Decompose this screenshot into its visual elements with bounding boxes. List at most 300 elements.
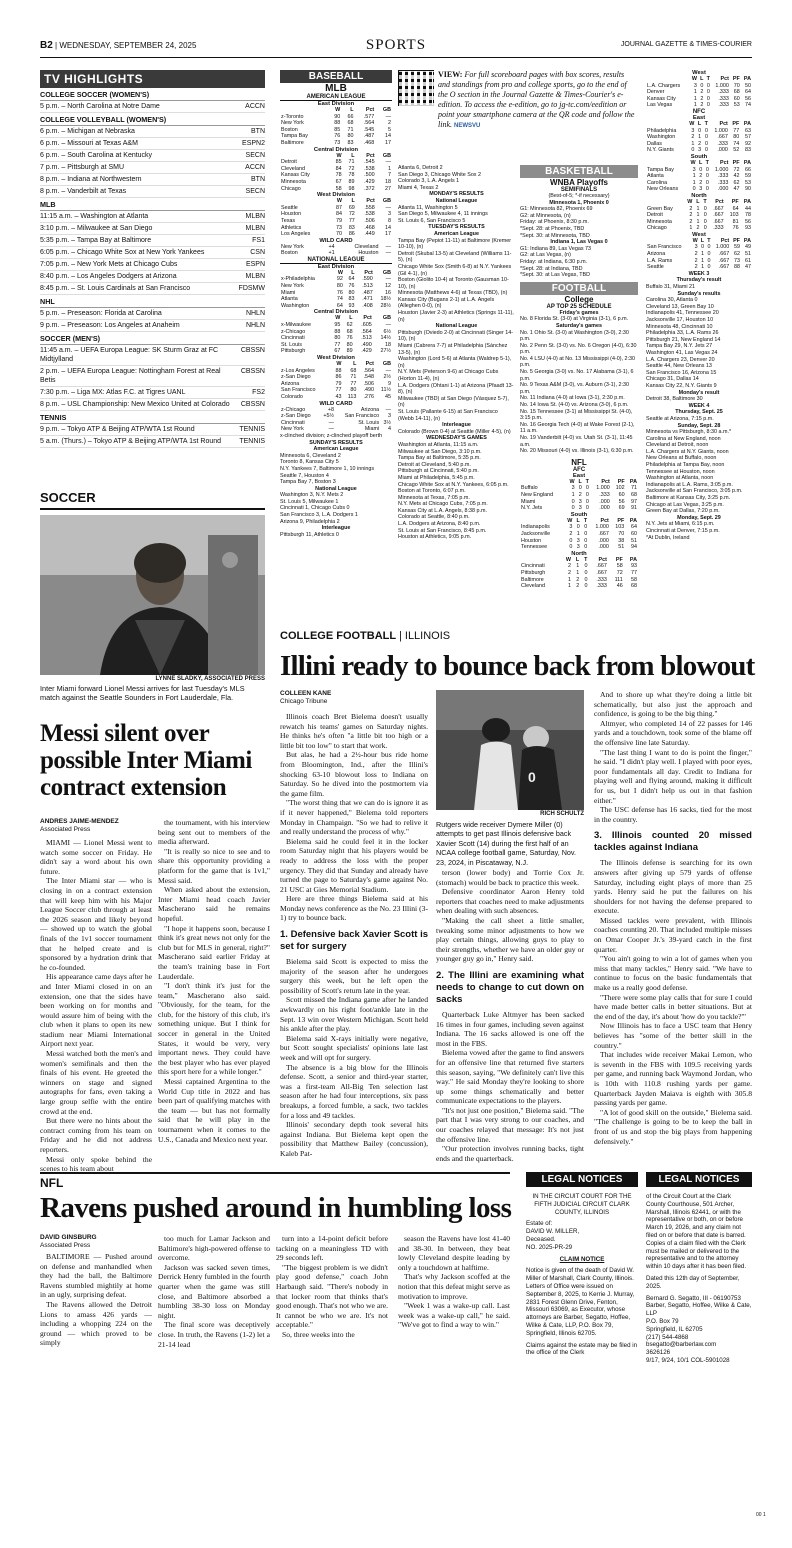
result-line: Detroit (Skubal 13-5) at Cleveland (Williams 11-5), (n) (398, 250, 512, 264)
paragraph: the tournament, with his interview being sent out to members of the media afterward. (158, 818, 270, 847)
tv-program: 8 p.m. – USL Championship: New Mexico United at Colorado (40, 401, 230, 408)
tv-row (40, 186, 265, 198)
result-line: L.A. Chargers at N.Y. Giants, noon (646, 448, 729, 455)
division-title: West Division (317, 355, 355, 361)
tv-row (40, 235, 265, 247)
paragraph: "There were some play calls that for sure I could have made better calls in better situations. But at the end of the day, it's about 'how do you tackle?'" (594, 992, 752, 1021)
result-line: *Sept. 30: at Las Vegas, TBD (520, 272, 591, 279)
tv-row (40, 101, 265, 113)
illini-photo-art (436, 690, 584, 810)
paragraph: Messi captained Argentina to the World Cup title in 2022 and has been part of qualifying matches with the team — but has not formally said that he will play in the tournament when it comes to the U.S., Canada and Mexico next year. (158, 1077, 270, 1144)
result-line: Minnesota vs Pittsburgh, 8:30 a.m.* (646, 429, 732, 436)
tv-row (40, 247, 265, 259)
table-row: New York — Miami 4 (281, 426, 391, 433)
division-table: W L T Pct PF PA Tampa Bay 3 0 0 1.000 72 66 Atlanta 1 2 0 .333 42 59 Carolina 1 2 0 .333 62 53 New Orleans 0 3 0 .000 47 90 (647, 159, 751, 193)
tv-row (40, 308, 265, 320)
result-line: N.Y. Yankees 7, Baltimore 1, 10 innings (280, 465, 375, 472)
result-line: Miami at Philadelphia, 5:45 p.m. (398, 474, 475, 481)
results-heading: Thursday, Sept. 25 (675, 409, 723, 416)
illini-category: COLLEGE FOOTBALL | ILLINOIS (280, 630, 451, 642)
tv-highlights-title: TV HIGHLIGHTS (40, 70, 265, 88)
signature-line: Bernard G. Segatto, III - 06190753 (646, 1294, 741, 1302)
table-row: Detroit 2 1 0 .667 103 78 (647, 212, 751, 219)
tv-program: 7:05 p.m. – New York Mets at Chicago Cubs (40, 261, 178, 268)
result-line: Carolina at New England, noon (646, 435, 721, 442)
paragraph: "Our protection involves running backs, tight ends and the quarterback. (436, 1144, 584, 1163)
tv-program: 5 a.m. (Thurs.) – Tokyo ATP & Beijing ATP/WTA 1st Round (40, 438, 222, 445)
result-line: Pittsburgh (Oviedo 2-0) at Cincinnati (Singer 14-10), (n) (398, 329, 514, 343)
legal-number: 00 1 (756, 1512, 766, 1518)
paragraph: turn into a 14-point deficit before tacking on a meaningless TD with 29 seconds left. (276, 1234, 388, 1263)
results-heading: WEEK 3 (688, 270, 710, 277)
result-line: Friday: at Indiana, 6:30 p.m. (520, 258, 588, 265)
table-row: Cleveland 84 72 .538 1 (281, 165, 391, 172)
table-row: Kansas City 1 2 0 .333 60 56 (647, 95, 751, 102)
division-table: W L T Pct PF PA San Francisco 3 0 0 1.000 59 49 Arizona 2 1 0 .667 62 51 L.A. Rams 2 1 0 .667 73 61 Seattle 2 1 0 .667 88 47 (647, 237, 751, 271)
wnba-football-column (520, 165, 638, 590)
sunday-results: SUNDAY'S RESULTS American League Minnesota 6, Cleveland 2 Toronto 8, Kansas City 5 N.Y. Yankees 7, Baltimore 1, 10 innings Seattle 7, Houston 4 Tampa Bay 7, Boston 3 National League Washington 3, N.Y. Mets 2 St. Louis 5, Milwaukee 1 Cincinnati 1, Chicago Cubs 0 San Francisco 3, L.A. Dodgers 1 Arizona 9, Philadelphia 2 Interleague Pittsburgh 11, Athletics 0 (280, 440, 392, 539)
paragraph: "I hope it happens soon, because I think it's great news not only for the club but for MLS in general, right?" Mascherano said earlier Friday at the team's training base in Fort Lauderdale. (158, 923, 270, 981)
wnba-round: SEMIFINALS (560, 187, 598, 193)
division-table: W L T Pct PF PA Buffalo 3 0 0 1.000 102 71 New England 1 2 0 .333 60 68 Miami 0 3 0 .000 56 97 N.Y. Jets 0 3 0 .000 69 91 (521, 478, 637, 512)
table-row: Miami 76 80 .487 16 (281, 289, 391, 296)
result-line: San Diego 3, Chicago White Sox 2 (398, 171, 482, 178)
paragraph: The USC defense has 16 sacks, tied for the most in the country. (594, 805, 752, 824)
result-line: St. Louis 6, San Francisco 5 (398, 217, 466, 224)
results-heading: Monday's result (678, 389, 720, 396)
page-header (40, 36, 752, 58)
messi-photo-art (40, 515, 265, 675)
table-row: Colorado 43 113 .276 45 (281, 393, 391, 400)
results-heading: Saturday's games (556, 322, 602, 329)
division-table: W L T Pct PF PA Green Bay 2 1 0 .667 64 44 Detroit 2 1 0 .667 103 78 Minnesota 2 1 0 .667 81 56 Chicago 1 2 0 .333 76 93 (647, 198, 751, 232)
division-table: W L T Pct PF PA Cincinnati 2 1 0 .667 58 93 Pittsburgh 2 1 0 .667 72 77 Baltimore 1 2 0 .333 111 58 Cleveland 1 2 0 .333 46 68 (521, 556, 637, 590)
tv-program: 6 p.m. – South Carolina at Kentucky (40, 152, 153, 159)
al-wildcard-table (280, 244, 392, 257)
nfc-title: NFC (692, 108, 706, 115)
wnba-series (520, 200, 638, 279)
result-line: Cleveland 13, Green Bay 10 (646, 303, 714, 310)
messi-column-1 (40, 838, 152, 1174)
paragraph: terson (lower body) and Torrie Cox Jr. (stomach) would be back to practice this week. (436, 868, 584, 887)
table-row: New York 88 68 .564 2 (281, 120, 391, 127)
paragraph: "I don't think it's just for the team," Mascherano also said. "Obviously, for the team, for the club, for the history of this club, it's something unique. But I think for soccer in general in the United States, it would be very, very important news. They could have the best player who has ever played this sport here for a while longer." (158, 981, 270, 1077)
division-title: West Division (317, 192, 355, 199)
tv-network: TENNIS (239, 438, 265, 445)
nfl-title: NFL (571, 457, 587, 467)
table-row: New York +4 Cleveland — (281, 243, 391, 250)
ravens-column-1 (40, 1252, 152, 1348)
tv-network: ESPN2 (242, 140, 265, 147)
result-line: Washington 3, N.Y. Mets 2 (280, 492, 344, 499)
illini-caption: Rutgers wide receiver Dymere Miller (0) attempts to get past Illinois defensive back Xavier Scott (14) during the first half of an NCAA college football game, Saturday, Nov. 23, 2024, in Piscataway, N.J. (436, 820, 576, 867)
tv-network: FS2 (252, 389, 265, 396)
tv-row (40, 424, 265, 436)
paragraph: too much for Lamar Jackson and Baltimore's high-powered offense to overcome. (158, 1234, 270, 1263)
tv-network: NHLN (245, 322, 265, 329)
result-line: Kansas City at L.A. Angels, 8:38 p.m. (398, 507, 487, 514)
estate-line: Estate of: (526, 1220, 553, 1228)
division-table: W L Pct GB z-Toronto 90 66 .577 — New York 88 68 .564 2 Boston 85 71 .545 5 Tampa Bay 76 80 .487 14 Baltimore 73 83 .468 17 (281, 107, 391, 146)
table-row: New England 1 2 0 .333 60 68 (521, 491, 637, 498)
result-line: Philadelphia 33, L.A. Rams 26 (646, 330, 719, 337)
signature-line: 3626126 (646, 1349, 671, 1357)
results-heading: Interleague (442, 422, 471, 429)
clinch-note: x-clinched division; z-clinched playoff berth (280, 432, 383, 439)
table-row: N.Y. Giants 0 3 0 .000 52 83 (647, 147, 751, 154)
tv-row (40, 366, 265, 387)
division-title: West (692, 70, 706, 76)
al-standings (280, 101, 392, 238)
nfl-standings-right (646, 70, 752, 541)
table-row: Atlanta 74 83 .471 18½ (281, 296, 391, 303)
result-line: Buffalo 31, Miami 21 (646, 284, 696, 291)
paragraph: "Making the call sheet a little smaller, tweaking some minor adjustments to how we play certain things, allowing guys to play to their strengths, whether we have an older guy or younger guy go in," Henry said. (436, 915, 584, 964)
division-title: North (691, 192, 707, 199)
table-row: Buffalo 3 0 0 1.000 102 71 (521, 485, 637, 492)
table-row: St. Louis 77 80 .490 18 (281, 341, 391, 348)
signature-line: (217) 544-4868 (646, 1333, 689, 1341)
table-row: Cincinnati 80 76 .513 14½ (281, 335, 391, 342)
illini-photo-credit: RICH SCHULTZ (540, 811, 584, 817)
baseball-standings (280, 70, 392, 538)
afc-standings (520, 473, 638, 590)
table-row: Texas 79 77 .506 8 (281, 217, 391, 224)
result-line: G2: at Minnesota, (n) (520, 212, 571, 219)
paragraph: That's why Jackson scoffed at the notion that this defeat might serve as motivation to improve. (398, 1272, 510, 1301)
table-row: Washington 64 93 .408 28½ (281, 302, 391, 309)
division-title: Central Division (313, 309, 359, 316)
tv-program: 8 p.m. – Vanderbilt at Texas (40, 188, 127, 195)
paragraph: The Illinois defense is searching for its own answers after giving up 579 yards of offense Saturday, including eight plays of more than 25 yards. Henry said he put the failures on his shoulders for not having the defense prepared to execute. (594, 858, 752, 916)
result-line: N.Y. Mets (Peterson 9-6) at Chicago Cubs (Horton 11-4), (n) (398, 369, 499, 382)
tv-highlights (40, 70, 265, 448)
tv-section-5: TENNIS (40, 411, 265, 424)
paragraph: "You ain't going to win a lot of games when you miss that many tackles," Henry said. "We have to continue to focus on the basic fundamentals that make us a really good defense. (594, 954, 752, 993)
result-line: Chicago White Sox (Smith 6-8) at N.Y. Yankees (Gil 4-1), (n) (398, 263, 512, 277)
result-line: Boston at Toronto, 6:07 p.m. (398, 488, 466, 495)
division-table: W L Pct GB Detroit 85 71 .545 — Cleveland 84 72 .538 1 Kansas City 78 78 .500 7 Minnesota 67 89 .429 18 Chicago 58 98 .372 27 (281, 152, 391, 192)
baseball-results (398, 165, 515, 541)
results-heading: MONDAY'S RESULTS (429, 191, 484, 198)
paragraph: So, three weeks into the (282, 1329, 355, 1339)
table-row: Arizona 2 1 0 .667 62 51 (647, 251, 751, 258)
results-heading: Monday, Sept. 29 (677, 514, 721, 521)
division-title: East Division (317, 101, 355, 107)
tv-network: CBSSN (240, 401, 265, 408)
result-line: Washington at Atlanta, 11:15 a.m. (398, 441, 479, 448)
svg-text:0: 0 (528, 769, 536, 785)
table-row: Jacksonville 2 1 0 .667 70 60 (521, 530, 637, 537)
table-row: Chicago 1 2 0 .333 76 93 (647, 225, 751, 232)
result-line: Tennessee at Houston, noon (646, 468, 715, 475)
paragraph: "The biggest problem is we didn't play good defense," coach John Harbaugh said. "There's nobody in that locker room that thinks that's good enough. That's not who we are. It cannot be who we are. It's not acceptable." (276, 1262, 388, 1330)
paragraph: Bielema said he could feel it in the locker room Saturday night that his players would be ready to address the loss with the proper urgency. They did that Sunday and already have turned the page to Saturday's game against No. 21 USC at Gies Memorial Stadium. (280, 836, 428, 894)
results-heading: TUESDAY'S RESULTS (428, 224, 485, 231)
result-line: Detroit 38, Baltimore 30 (646, 396, 703, 403)
view-text: VIEW: For full scoreboard pages with box scores, results and standings from pro and college sports, go to the end of the O section in the Journal Gazette & Times-Courier's e-edition. To access the e-edition, go to jg-tc.com/eedition or point your smartphone camera at the QR code and follow the link. NEWSVU (438, 70, 635, 129)
results-heading: WEDNESDAY'S GAMES (426, 435, 487, 442)
result-line: San Francisco 16, Arizona 15 (646, 369, 717, 376)
result-line: Minnesota at Texas, 7:05 p.m. (398, 494, 470, 501)
division-title: South (570, 511, 588, 518)
signature-line: bsegatto@barberlaw.com (646, 1341, 717, 1349)
paragraph: "It's not just one position," Bielema said. "The part that I was very strong to our coaches, and our coaches relayed that message: It's not just the offensive line. (436, 1105, 584, 1144)
qr-code-icon[interactable] (398, 70, 434, 106)
photo-credit: LYNNE SLADKY, ASSOCIATED PRESS (155, 676, 265, 682)
tv-row (40, 138, 265, 150)
result-line: Chicago White Sox at N.Y. Yankees, 6:05 p.m. (398, 481, 509, 488)
ravens-headline: Ravens pushed around in humbling loss (40, 1192, 512, 1224)
ravens-column-2 (158, 1234, 270, 1349)
result-line: Miami (Cabrera 7-7) at Philadelphia (Sánchez 13-5), (n) (398, 343, 508, 356)
legal-band-left: LEGAL NOTICES (526, 1172, 638, 1187)
result-line: Atlanta 6, Detroit 2 (398, 165, 443, 171)
results-heading: Indiana 1, Las Vegas 0 (550, 239, 608, 246)
result-line: No. 14 Iowa St. (4-0) vs. Arizona (3-0), 6 p.m. (520, 402, 629, 409)
paragraph: And to shore up what they're doing a little bit schematically, but also just the approach and confidence, is going to be the big thing." (594, 690, 752, 719)
tv-program: 9 p.m. – Preseason: Los Angeles at Anaheim (40, 322, 180, 329)
wnba-title: WNBA Playoffs (550, 178, 608, 187)
results-heading: National League (435, 197, 478, 204)
table-row: Pittsburgh 67 89 .429 27½ (281, 348, 391, 355)
legal-band-right: LEGAL NOTICES (646, 1172, 752, 1187)
legal-notice-right (646, 1172, 752, 1369)
paragraph: season the Ravens have lost 41-40 and 38-30. In between, they beat lowly Cleveland despite leading by only a touchdown at halftime. (398, 1234, 510, 1272)
illini-headline: Illini ready to bounce back from blowout (280, 650, 755, 682)
table-row: Indianapolis 3 0 0 1.000 103 64 (521, 524, 637, 531)
division-title: West (692, 231, 706, 238)
result-line: L.A. Dodgers (Ohtani 1-1) at Arizona (Pfaadt 13-8), (n) (398, 382, 514, 396)
tv-network: ESPN (245, 261, 265, 268)
tv-network: MLBN (245, 273, 265, 280)
paragraph: The Ravens allowed the Detroit Lions to amass 426 yards — including a whopping 224 on the ground — which proved to be simply (40, 1299, 152, 1348)
paragraph: But there were no hints about the contract coming from his team on Friday and he did not address reporters. (40, 1116, 152, 1154)
paragraph: "Week 1 was a wake-up call. Last week was a wake-up call," he said. "We've got to find a way to win." (398, 1301, 510, 1330)
result-line: San Francisco 3, L.A. Dodgers 1 (280, 512, 358, 519)
result-line: Miami 4, Texas 2 (398, 184, 439, 191)
table-row: z-Toronto 90 66 .577 — (281, 113, 391, 120)
ap-schedule (520, 310, 638, 455)
paragraph: Messi watched both the men's and women's semifinals and then the finals of his event. He greeted the winners on stage and signed autographs for fans, even taking a large group selfie with the entire crowd at the end. (40, 1049, 152, 1116)
tv-program: 6 p.m. – Missouri at Texas A&M (40, 140, 138, 147)
estate-line: DAVID W. MILLER, (526, 1228, 580, 1236)
paragraph: Bielema said Scott is expected to miss the majority of the season after he undergoes surgery this week, but he left open the possibility of Scott's return late in the year. (280, 957, 428, 995)
division-title: East (692, 114, 706, 121)
table-row: z-Chicago 88 68 .564 6½ (281, 328, 391, 335)
illini-subhead-2: 2. The Illini are examining what needs to change to cut down on sacks (436, 969, 584, 1005)
table-row: Arizona 79 77 .506 9 (281, 380, 391, 387)
tv-network: CBSSN (240, 347, 265, 354)
tv-row (40, 150, 265, 162)
tv-row (40, 436, 265, 448)
tv-row (40, 387, 265, 399)
table-row: Houston 84 72 .538 3 (281, 211, 391, 218)
table-row: Detroit 85 71 .545 — (281, 159, 391, 166)
legal-notice-left (526, 1172, 638, 1361)
division-title: East Division (317, 263, 355, 270)
table-row: Dallas 1 2 0 .333 74 92 (647, 140, 751, 147)
paragraph: Illinois coach Bret Bielema doesn't usually rewatch his teams' games on Saturday nights. He thinks he's often "a little bit too high or a little bit too low" to start that work. (280, 712, 428, 750)
table-row: Tampa Bay 3 0 0 1.000 72 66 (647, 166, 751, 173)
division-table: W L Pct GB z-Los Angeles 88 68 .564 — z-San Diego 86 71 .548 2½ Arizona 79 77 .506 9 San Francisco 77 80 .490 11½ Colorado 43 113 .276 45 (281, 361, 391, 400)
nl-title: NATIONAL LEAGUE (280, 257, 392, 264)
result-line: Tampa Bay at Baltimore, 5:35 p.m. (398, 455, 481, 462)
nl-wildcard-title: WILD CARD (319, 400, 353, 407)
result-line: Minnesota 48, Cincinnati 10 (646, 323, 713, 330)
result-line: *At Dublin, Ireland (646, 534, 690, 541)
result-line: Tampa Bay 7, Boston 3 (280, 479, 336, 486)
tv-program: 9 p.m. – Tokyo ATP & Beijing ATP/WTA 1st Round (40, 426, 195, 433)
table-row: Boston +1 Houston — (281, 250, 391, 257)
paragraph: But alas, he had a 2½-hour bus ride home from Bloomington, Ind., after the Illini's shocking 63-10 blowout loss to Indiana on Saturday. So he dived into the postmortem via the game film. (280, 750, 428, 798)
division-table: W L T Pct PF PA Indianapolis 3 0 0 1.000 103 64 Jacksonville 2 1 0 .667 70 60 Houston 0 3 0 .000 38 51 Tennessee 0 3 0 .000 51 94 (521, 517, 637, 551)
illini-byline: COLLEEN KANE Chicago Tribune (280, 690, 332, 705)
result-line: No. 19 Vanderbilt (4-0) vs. Utah St. (3-1), 11:45 a.m. (520, 435, 633, 448)
result-line: New Orleans at Buffalo, noon (646, 455, 717, 462)
result-line: Atlanta 11, Washington 5 (398, 204, 458, 211)
tv-network: NHLN (245, 310, 265, 317)
result-line: Pittsburgh 21, New England 14 (646, 336, 721, 343)
paragraph: That includes wide receiver Makai Lemon, who is seventh in the FBS with 109.5 receiving yards per game, and running back Waymond Jordan, who is 10th with 110.8 rushing yards per game. Quarterback Jayden Maiava is eighth with 305.8 passing yards per game. (594, 1050, 752, 1108)
tv-listings (40, 88, 265, 448)
result-line: No. 20 Missouri (4-0) vs. Illinois (3-1), 6:30 p.m. (520, 448, 634, 455)
messi-photo (40, 515, 265, 675)
result-line: Tampa Bay (Pepiot 11-11) at Baltimore (Kremer 10-10), (n) (398, 237, 512, 251)
table-row: Carolina 1 2 0 .333 62 53 (647, 179, 751, 186)
table-row: Miami 0 3 0 .000 56 97 (521, 498, 637, 505)
result-line: *Sept. 30: at Minnesota, TBD (520, 232, 590, 239)
paragraph: Jackson was sacked seven times, Derrick Henry fumbled in the fourth quarter when the game was still close, and Baltimore absorbed a humbling 38-30 loss on Monday night. (158, 1262, 270, 1320)
tv-program: 8:45 p.m. – St. Louis Cardinals at San Francisco (40, 285, 191, 292)
paragraph: MIAMI — Lionel Messi went to watch some soccer on Friday. He didn't say a word about his own future. (40, 838, 152, 876)
results-heading: Sunday's results (677, 290, 721, 297)
division-table: W L Pct GB x-Philadelphia 92 64 .590 — New York 80 76 .513 12 Miami 76 80 .487 16 Atlanta 74 83 .471 18½ Washington 64 93 .408 28½ (281, 269, 391, 309)
result-line: No. 11 Indiana (4-0) at Iowa (3-1), 2:30 p.m. (520, 395, 625, 402)
division-table: W L Pct GB Seattle 87 69 .558 — Houston 84 72 .538 3 Texas 79 77 .506 8 Athletics 73 83 .468 14 Los Angeles 70 86 .449 17 (281, 198, 391, 238)
illini-photo (436, 690, 584, 810)
result-line: L.A. Chargers 23, Denver 20 (646, 356, 715, 363)
table-row: N.Y. Jets 0 3 0 .000 69 91 (521, 505, 637, 512)
tv-row (40, 399, 265, 411)
result-line: Seattle 7, Houston 4 (280, 472, 329, 479)
table-row: Baltimore 73 83 .468 17 (281, 139, 391, 146)
signature-line: P.O. Box 79 (646, 1317, 679, 1325)
table-row: z-Los Angeles 88 68 .564 — (281, 367, 391, 374)
nl-standings (280, 264, 392, 401)
table-row: Las Vegas 1 2 0 .333 53 74 (647, 102, 751, 109)
tv-network: BTN (251, 128, 265, 135)
signature-line: Barber, Segatto, Hoffee, Wilke & Cate, LLP (646, 1302, 752, 1318)
soccer-section-head: SOCCER (40, 490, 265, 510)
table-row: Seattle 87 69 .558 — (281, 204, 391, 211)
tv-row (40, 174, 265, 186)
results-heading: WEEK 4 (688, 402, 710, 409)
result-line: No. 4 LSU (4-0) at No. 13 Mississippi (4-0), 2:30 p.m. (520, 355, 636, 369)
result-line: Cincinnati 1, Chicago Cubs 0 (280, 505, 350, 512)
result-line: Tampa Bay 29, N.Y. Jets 27 (646, 343, 713, 350)
result-line: *Sept. 28: at Indiana, TBD (520, 265, 583, 272)
tv-section-2: MLB (40, 198, 265, 211)
division-title: East (572, 472, 586, 479)
photo-caption: Inter Miami forward Lionel Messi arrives for last Tuesday's MLS match against the Seattle Sounders in Fort Lauderdale, Fla. (40, 684, 245, 702)
paper-name: JOURNAL GAZETTE & TIMES-COURIER (620, 41, 752, 48)
ap-poll-title: AP TOP 25 SCHEDULE (546, 303, 612, 310)
tv-network: SECN (245, 152, 265, 159)
result-line: Colorado (Brown 0-4) at Seattle (Miller 4-5), (n) (398, 428, 511, 435)
tv-network: ACCN (245, 103, 265, 110)
tv-network: BTN (251, 176, 265, 183)
result-line: Carolina 30, Atlanta 0 (646, 297, 698, 304)
result-line: Detroit at Cleveland, 5:40 p.m. (398, 461, 471, 468)
messi-byline: ANDRES JAIME-MENDEZ Associated Press (40, 818, 119, 833)
division-table: W L Pct GB x-Milwaukee 95 62 .605 — z-Chicago 88 68 .564 6½ Cincinnati 80 76 .513 14½ St. Louis 77 80 .490 18 Pittsburgh 67 89 .429 27½ (281, 315, 391, 355)
tv-program: 7:30 p.m. – Liga MX: Atlas F.C. at Tigres UANL (40, 389, 186, 396)
baseball-band: BASEBALL (280, 70, 392, 83)
result-line: No. 15 Tennessee (3-1) at Mississippi St. (4-0), 3:15 p.m. (520, 408, 633, 422)
division-title: Central Division (313, 146, 359, 153)
result-line: Arizona 9, Philadelphia 2 (280, 518, 340, 525)
paragraph: Bielema vowed after the game to find answers for an offensive line that returned five starters this season, saying, "We definitely can't live this way." He said Monday they're looking to shore up some things schematically and better communicate expectations to the players. (436, 1048, 584, 1106)
afc-title: AFC (572, 466, 586, 473)
result-line: Kansas City 22, N.Y. Giants 9 (646, 382, 717, 389)
newsvu-tag: NEWSVU (454, 123, 481, 129)
table-row: Washington 2 1 0 .667 80 57 (647, 134, 751, 141)
tv-program: 5 p.m. – Preseason: Florida at Carolina (40, 310, 162, 317)
result-line: Cincinnati at Denver, 7:15 p.m. (646, 528, 720, 534)
result-line: San Diego 5, Milwaukee 4, 11 innings (398, 211, 488, 218)
table-row: Baltimore 1 2 0 .333 111 58 (521, 576, 637, 583)
college-title: College (564, 294, 594, 304)
paragraph: The absence is a big blow for the Illinois defense. Scott, a senior and third-year starter, was a first-team All-Big Ten selection last season after he had four interceptions, six pass breakups, a forced fumble, a sack, two tackles for a loss and 49 tackles. (280, 1062, 428, 1120)
division-title: North (571, 550, 587, 557)
tv-program: 5 p.m. – North Carolina at Notre Dame (40, 103, 160, 110)
tv-network: FS1 (252, 237, 265, 244)
results-heading: Friday's games (559, 309, 599, 316)
result-line: Milwaukee at San Diego, 3:10 p.m. (398, 448, 482, 455)
result-line: No. 5 Georgia (3-0) vs. No. 17 Alabama (3-1), 6 p.m. (520, 369, 634, 382)
tv-row (40, 345, 265, 366)
result-line: Milwaukee (TBD) at San Diego (Vásquez 5-7), (n) (398, 395, 509, 409)
table-row: Tampa Bay 76 80 .487 14 (281, 133, 391, 140)
paragraph: "The worst thing that we can do is ignore it as if it never happened," Bielema told reporters Monday in Champaign. "So we had to relive it and really understand the process of why." (280, 798, 428, 837)
table-row: Boston 85 71 .545 5 (281, 126, 391, 133)
table-row: L.A. Chargers 3 0 0 1.000 70 50 (647, 82, 751, 89)
tv-program: 6:05 p.m. – Chicago White Sox at New York Yankees (40, 249, 205, 256)
result-line: No. 16 Georgia Tech (4-0) at Wake Forest (2-1), 11 a.m. (520, 421, 635, 435)
division-table: W L T Pct PF PA L.A. Chargers 3 0 0 1.000 70 50 Denver 1 2 0 .333 68 64 Kansas City 1 2 0 .333 60 56 Las Vegas 1 2 0 .333 53 74 (647, 76, 751, 109)
paragraph: The Inter Miami star — who is closing in on a contract extension that will keep him with his Major League Soccer club through at least the 2026 season and likely beyond — showed up to watch the global finals of the 1v1 soccer tournament that he helped create and is sponsored by a hydration drink that he co-founded. (40, 876, 152, 972)
result-line: Minnesota (Matthews 4-6) at Texas (TBD), (n) (398, 290, 508, 297)
table-row: San Francisco 3 0 0 1.000 59 49 (647, 244, 751, 251)
tv-row (40, 259, 265, 271)
paragraph: The final score was deceptively close. In truth, the Ravens (1-2) let a 21-14 lead (158, 1320, 270, 1349)
result-line: Cleveland at Detroit, noon (646, 442, 709, 449)
tv-program: 8:40 p.m. – Los Angeles Dodgers at Arizona (40, 273, 177, 280)
tv-network: MLBN (245, 213, 265, 220)
signature-line: 9/17, 9/24, 10/1 COL-5901028 (646, 1356, 730, 1364)
tv-program: 8 p.m. – Indiana at Northwestern (40, 176, 142, 183)
tv-network: FDSMW (238, 285, 265, 292)
result-line: St. Louis at San Francisco, 8:45 p.m. (398, 527, 487, 534)
table-row: Cincinnati 2 1 0 .667 58 93 (521, 563, 637, 570)
paragraph: Altmyer, who completed 14 of 22 passes for 146 yards and a touchdown, took some of the blame off the offensive line late Saturday. (594, 718, 752, 747)
tv-network: CSN (250, 249, 265, 256)
tv-program: 11:45 a.m. – UEFA Europa League: SK Sturm Graz at FC Midtjylland (40, 347, 219, 363)
result-line: Kansas City (Bugans 2-1) at L.A. Angels (Alleghen 0-0), (n) (398, 296, 495, 310)
tv-row (40, 162, 265, 174)
tv-section-4: SOCCER (MEN'S) (40, 332, 265, 345)
